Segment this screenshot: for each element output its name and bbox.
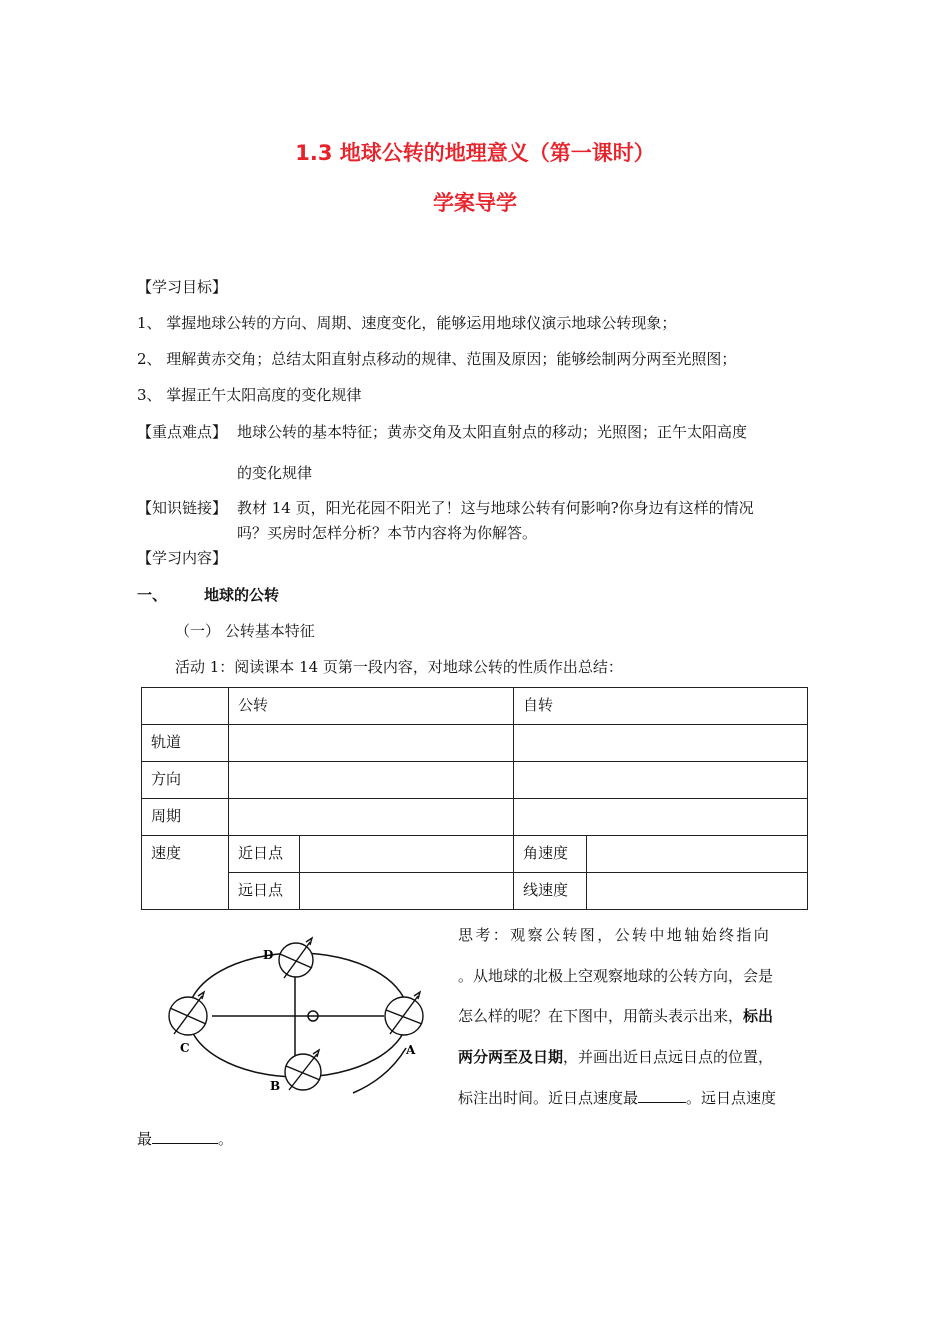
table-cell-corner xyxy=(142,688,229,725)
table-cell-aphelion: 远日点 xyxy=(229,873,300,910)
table-row xyxy=(142,836,808,873)
table-cell-blank[interactable] xyxy=(229,762,514,799)
section-1-title: 地球的公转 xyxy=(204,586,280,604)
earth-position-a xyxy=(385,992,423,1035)
table-cell-blank[interactable] xyxy=(514,725,808,762)
table-cell-blank[interactable] xyxy=(514,762,808,799)
table-row-label-direction: 方向 xyxy=(142,762,229,799)
revolution-rotation-table xyxy=(141,687,808,910)
think-line-5 xyxy=(458,1087,776,1108)
table-header-revolution: 公转 xyxy=(229,688,514,725)
objective-item-3: 3、 掌握正午太阳高度的变化规律 xyxy=(137,386,362,404)
label-c: C xyxy=(180,1041,190,1055)
think-line-3-bold: 标出 xyxy=(743,1007,774,1025)
table-cell-angular-speed: 角速度 xyxy=(514,836,587,873)
answer-blank-aphelion[interactable] xyxy=(152,1129,218,1144)
activity-1-prompt: 活动 1：阅读课本 14 页第一段内容，对地球公转的性质作出总结： xyxy=(175,658,623,676)
subsection-1-title: （一） 公转基本特征 xyxy=(175,622,315,640)
think-line-4 xyxy=(458,1046,773,1067)
section-1-number: 一、 xyxy=(137,586,168,604)
think-line-4-bold: 两分两至及日期 xyxy=(458,1048,564,1066)
think-line-6-text-a: 最 xyxy=(137,1130,153,1148)
table-cell-blank[interactable] xyxy=(514,799,808,836)
knowledge-link-line-2: 吗？买房时怎样分析？本节内容将为你解答。 xyxy=(237,524,538,542)
table-row xyxy=(142,799,808,836)
label-b: B xyxy=(270,1079,281,1093)
label-a: A xyxy=(406,1043,416,1057)
think-line-3 xyxy=(458,1005,773,1026)
answer-blank-perihelion[interactable] xyxy=(638,1088,686,1103)
table-cell-perihelion: 近日点 xyxy=(229,836,300,873)
key-points-line-2: 的变化规律 xyxy=(237,464,313,482)
table-row xyxy=(142,725,808,762)
think-line-6-text-b: 。 xyxy=(218,1130,234,1148)
table-cell-blank[interactable] xyxy=(300,873,514,910)
table-cell-blank[interactable] xyxy=(229,799,514,836)
knowledge-link-line-1: 教材 14 页，阳光花园不阳光了！这与地球公转有何影响?你身边有这样的情况 xyxy=(237,499,754,517)
content-heading: 【学习内容】 xyxy=(137,549,228,567)
objective-item-2: 2、 理解黄赤交角；总结太阳直射点移动的规律、范围及原因；能够绘制两分两至光照图； xyxy=(137,350,737,368)
key-points-line-1: 地球公转的基本特征；黄赤交角及太阳直射点的移动；光照图；正午太阳高度 xyxy=(237,423,748,441)
document-title: 1.3 地球公转的地理意义（第一课时） xyxy=(295,141,655,165)
table-cell-blank[interactable] xyxy=(229,725,514,762)
earth-position-c xyxy=(169,992,207,1035)
table-header-rotation: 自转 xyxy=(514,688,808,725)
key-points-label: 【重点难点】 xyxy=(137,423,228,441)
table-cell-linear-speed: 线速度 xyxy=(514,873,587,910)
table-cell-blank[interactable] xyxy=(300,836,514,873)
earth-orbit-diagram xyxy=(160,930,435,1095)
label-d: D xyxy=(263,948,274,962)
table-row xyxy=(142,688,808,725)
objective-item-1: 1、 掌握地球公转的方向、周期、速度变化，能够运用地球仪演示地球公转现象； xyxy=(137,314,677,332)
orbit-arc-mark xyxy=(353,1048,406,1093)
think-line-5-text-a: 标注出时间。近日点速度最 xyxy=(458,1089,639,1107)
earth-position-d xyxy=(279,938,313,978)
think-line-6 xyxy=(137,1128,233,1149)
table-row-label-speed: 速度 xyxy=(142,836,229,910)
earth-position-b xyxy=(285,1050,321,1090)
think-line-4-text: ，并画出近日点远日点的位置， xyxy=(563,1048,774,1066)
think-line-3-text: 怎么样的呢？在下图中，用箭头表示出来， xyxy=(458,1007,744,1025)
table-row-label-period: 周期 xyxy=(142,799,229,836)
table-row xyxy=(142,762,808,799)
document-subtitle: 学案导学 xyxy=(433,191,517,215)
table-cell-blank[interactable] xyxy=(587,836,808,873)
table-row xyxy=(142,873,808,910)
table-row-label-orbit: 轨道 xyxy=(142,725,229,762)
table-cell-blank[interactable] xyxy=(587,873,808,910)
think-line-1: 思考：观察公转图，公转中地轴始终指向 xyxy=(458,926,772,944)
knowledge-link-label: 【知识链接】 xyxy=(137,499,228,517)
think-line-2: 。从地球的北极上空观察地球的公转方向，会是 xyxy=(458,967,774,985)
think-line-5-text-b: 。远日点速度 xyxy=(686,1089,777,1107)
objectives-heading: 【学习目标】 xyxy=(137,278,228,296)
